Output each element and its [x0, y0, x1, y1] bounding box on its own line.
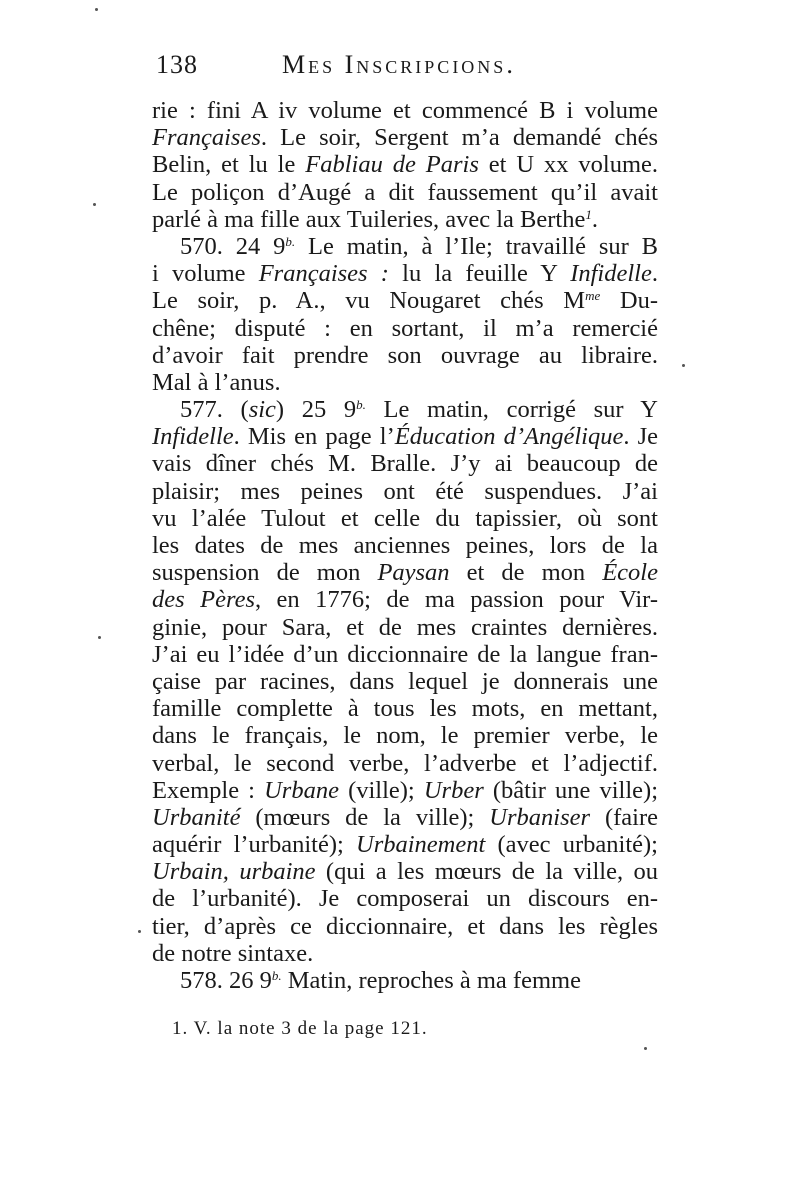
italic-run: Urbaniser	[489, 803, 591, 831]
text-run: (avec urbanité);	[485, 831, 658, 859]
text-line	[152, 940, 658, 967]
italic-run: des Pères	[152, 586, 255, 614]
speck-mark	[644, 1047, 647, 1050]
italic-run: Infidelle	[152, 423, 234, 451]
footnote: 1. V. la note 3 de la page 121.	[172, 1018, 428, 1039]
text-line	[152, 750, 658, 777]
text-run: suspension de mon	[152, 559, 378, 587]
text-run: vu l’alée Tulout et celle du tapissier, où sont	[152, 504, 658, 532]
text-line	[152, 913, 658, 940]
italic-run: sic	[248, 396, 276, 424]
text-run: rie : fini A iv volume et commencé B i volume	[152, 97, 658, 124]
italic-run: Urbane	[264, 776, 339, 804]
text-line	[152, 478, 658, 505]
text-line	[152, 97, 658, 124]
italic-run: Urber	[423, 776, 484, 804]
text-line	[152, 777, 658, 804]
speck-mark	[95, 8, 98, 11]
text-line	[152, 423, 658, 450]
text-run: (ville);	[338, 776, 424, 804]
text-run: (bâtir une ville);	[483, 776, 659, 804]
text-line	[152, 559, 658, 586]
text-line	[152, 287, 658, 314]
text-run: (faire	[590, 803, 658, 831]
text-line	[152, 614, 658, 641]
text-line	[152, 206, 658, 233]
text-run: . Je	[623, 423, 658, 451]
superscript: 1	[585, 206, 592, 222]
text-run: J’ai eu l’idée d’un diccionnaire de la langue fran-	[152, 640, 658, 668]
text-run: Belin, et lu le	[152, 151, 306, 179]
text-run: d’avoir fait prendre son ouvrage au libraire.	[152, 341, 658, 369]
text-line	[152, 396, 658, 423]
text-run: famille complette à tous les mots, en mettant,	[152, 695, 658, 723]
text-run: 577. (	[180, 396, 249, 424]
italic-run: Éducation d’Angélique	[394, 423, 624, 451]
text-run: et U xx volume.	[478, 151, 659, 179]
text-run: lu la feuille Y	[388, 260, 571, 288]
text-run: ) 25 9	[275, 396, 357, 424]
text-line	[152, 831, 658, 858]
text-line	[152, 532, 658, 559]
italic-run: Françaises	[152, 124, 261, 152]
text-run: Le soir, p. A., vu Nougaret chés M	[152, 287, 586, 315]
text-run: , en 1776; de ma passion pour Vir-	[254, 586, 658, 614]
text-run: de l’urbanité). Je composerai un discours en-	[152, 885, 658, 913]
text-run: dans le français, le nom, le premier verbe, le	[152, 722, 658, 750]
superscript: b.	[271, 968, 282, 983]
page-number: 138	[156, 50, 198, 79]
text-run: Mal à l’anus.	[152, 368, 281, 396]
text-line	[152, 586, 658, 613]
text-line	[152, 260, 658, 287]
running-title: Mes Inscripcions.	[282, 50, 516, 79]
text-run: parlé à ma fille aux Tuileries, avec la Berthe	[152, 205, 586, 233]
text-line	[152, 858, 658, 885]
text-line	[152, 885, 658, 912]
text-run: chêne; disputé : en sortant, il m’a remercié	[152, 314, 658, 342]
text-run: aquérir l’urbanité);	[152, 831, 356, 859]
text-run: Exemple :	[152, 776, 265, 804]
text-line	[152, 505, 658, 532]
running-header	[156, 50, 676, 86]
text-line	[152, 124, 658, 151]
superscript: me	[585, 288, 601, 304]
italic-run: Infidelle	[570, 260, 652, 288]
text-run: (qui a les mœurs de la ville, ou	[315, 858, 658, 886]
superscript: b.	[356, 397, 366, 413]
text-run: 570. 24 9	[180, 232, 286, 260]
speck-mark	[138, 930, 141, 933]
text-line	[152, 233, 658, 260]
speck-mark	[98, 636, 101, 639]
text-line	[152, 722, 658, 749]
italic-run: École	[602, 559, 658, 587]
text-line	[152, 342, 658, 369]
text-run: et de mon	[449, 559, 603, 587]
italic-run: Françaises :	[258, 260, 389, 288]
text-line	[152, 967, 658, 994]
text-line	[152, 151, 658, 178]
text-line	[152, 695, 658, 722]
text-run: Du-	[600, 287, 658, 315]
text-run: Matin, reproches à ma femme	[281, 967, 581, 994]
text-run: plaisir; mes peines ont été suspendues. J’ai	[152, 477, 658, 505]
text-run: çaise par racines, dans lequel je donnerais une	[152, 667, 658, 695]
text-line	[152, 641, 658, 668]
italic-run: Urbainement	[356, 831, 486, 859]
text-line	[152, 450, 658, 477]
superscript: b.	[285, 233, 296, 249]
text-run: vais dîner chés M. Bralle. J’y ai beaucoup de	[152, 450, 658, 478]
speck-mark	[93, 203, 96, 206]
text-line	[152, 804, 658, 831]
italic-run: Fabliau de Paris	[305, 151, 479, 179]
italic-run: Paysan	[377, 559, 450, 587]
text-line	[152, 179, 658, 206]
text-run: . Le soir, Sergent m’a demandé chés	[260, 124, 658, 152]
text-line	[152, 369, 658, 396]
text-run: Le poliçon d’Augé a dit faussement qu’il avait	[152, 178, 658, 206]
text-run: de notre sintaxe.	[152, 939, 314, 967]
text-run: . Mis en page l’	[233, 423, 395, 451]
text-run: Le matin, à l’Ile; travaillé sur B	[295, 232, 659, 260]
speck-mark	[682, 364, 685, 367]
text-run: (mœurs de la ville);	[240, 803, 490, 831]
text-run: .	[651, 260, 658, 288]
italic-run: Urbain, urbaine	[152, 858, 316, 886]
text-run: les dates de mes anciennes peines, lors de la	[152, 532, 658, 559]
text-run: .	[591, 205, 598, 233]
text-run: tier, d’après ce diccionnaire, et dans les règles	[152, 912, 658, 940]
text-run: 578. 26 9	[180, 967, 272, 994]
text-run: ginie, pour Sara, et de mes craintes dernières.	[152, 613, 658, 641]
italic-run: Urbanité	[152, 803, 241, 831]
text-line	[152, 315, 658, 342]
text-run: verbal, le second verbe, l’adverbe et l’adjectif.	[152, 749, 658, 777]
text-line	[152, 668, 658, 695]
text-run: Le matin, corrigé sur Y	[365, 396, 658, 424]
text-run: i volume	[152, 260, 259, 288]
body-text	[152, 97, 658, 994]
